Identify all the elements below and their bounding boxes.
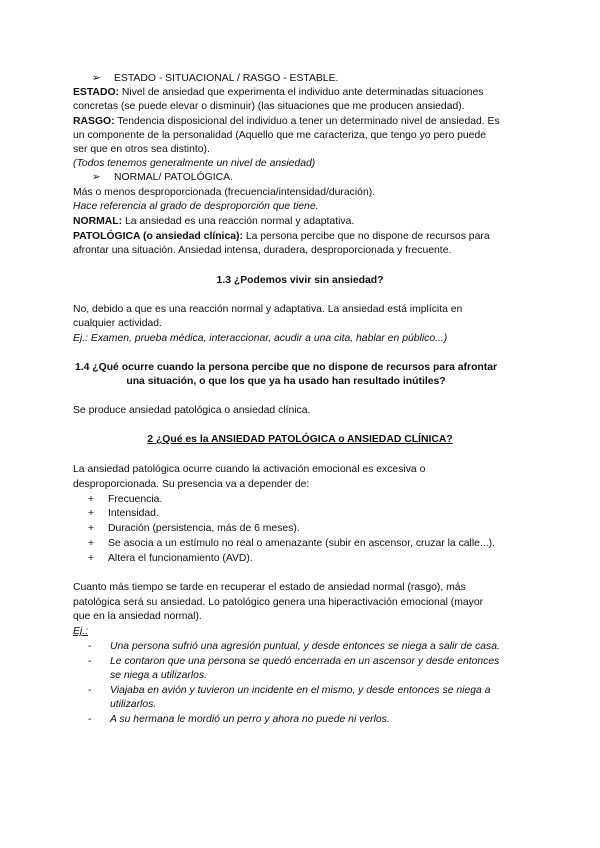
normal-definition xyxy=(73,215,354,228)
patologica-text: La persona percibe que no dispone de recursos para xyxy=(242,231,490,242)
list-item xyxy=(88,552,253,565)
plus-bullet-icon: + xyxy=(88,508,95,519)
arrow-bullet-icon: ➢ xyxy=(92,73,101,84)
arrow-item-normal-patologica xyxy=(92,171,233,184)
rasgo-definition-line1 xyxy=(73,115,500,128)
heading-1-4-line2: una situación, o que los que ya ha usado han resultado inútiles? xyxy=(126,376,446,387)
plus-bullet-icon: + xyxy=(88,553,95,564)
list-item-text: Intensidad. xyxy=(108,508,159,519)
section-2-paragraph2-line2: patológica será su ansiedad. Lo patológico genera una hiperactivación emocional (mayor xyxy=(73,597,484,608)
section-1-3-paragraph-line1: No, debido a que es una reacción normal y adaptativa. La ansiedad está implícita en xyxy=(73,304,463,315)
plus-bullet-icon: + xyxy=(88,523,95,534)
example-item xyxy=(88,713,390,726)
todos-note: (Todos tenemos generalmente un nivel de ansiedad) xyxy=(73,158,316,169)
rasgo-term: RASGO: xyxy=(73,116,115,127)
estado-text: Nivel de ansiedad que experimenta el individuo ante determinadas situaciones xyxy=(119,87,484,98)
list-item xyxy=(88,522,300,535)
arrow-item-label: ESTADO - SITUACIONAL / RASGO - ESTABLE. xyxy=(114,73,339,84)
arrow-item-estado-rasgo xyxy=(92,72,338,85)
estado-definition-line1 xyxy=(73,86,483,99)
list-item-text: Se asocia a un estímulo no real o amenazante (subir en ascensor, cruzar la calle...). xyxy=(108,538,495,549)
example-text: Viajaba en avión y tuvieron un incidente en el mismo, y desde entonces se niega a xyxy=(110,685,491,696)
dash-bullet-icon: - xyxy=(88,685,92,696)
example-text-continuation: utilizarlos. xyxy=(110,699,157,710)
list-item-text: Altera el funcionamiento (AVD). xyxy=(108,553,253,564)
heading-2: 2 ¿Qué es la ANSIEDAD PATOLÓGICA o ANSIEDAD CLÍNICA? xyxy=(147,434,453,445)
mas-menos-line: Más o menos desproporcionada (frecuencia/intensidad/duración). xyxy=(73,187,376,198)
section-1-3-paragraph-line2: cualquier actividad. xyxy=(73,318,162,329)
normal-term: NORMAL: xyxy=(73,216,123,227)
hace-referencia-line: Hace referencia al grado de desproporción que tiene. xyxy=(73,201,319,212)
section-1-3-example: Ej.: Examen, prueba médica, interaccionar, acudir a una cita, hablar en público...) xyxy=(73,333,448,344)
rasgo-text: Tendencia disposicional del individuo a tener un determinado nivel de ansiedad. Es xyxy=(114,116,500,127)
heading-1-4-line1: 1.4 ¿Qué ocurre cuando la persona percibe que no dispone de recursos para afrontar xyxy=(74,362,498,373)
plus-bullet-icon: + xyxy=(88,538,95,549)
section-2-paragraph-line2: desproporcionada. Su presencia va a depender de: xyxy=(73,479,310,490)
rasgo-definition-line2: un componente de la personalidad (Aquello que me caracteriza, que tengo yo pero puede xyxy=(73,130,487,141)
list-item xyxy=(88,493,162,506)
example-text: Le contaron que una persona se quedó encerrada en un ascensor y desde entonces xyxy=(110,656,500,667)
dash-bullet-icon: - xyxy=(88,714,92,725)
example-text-continuation: se niega a utilizarlos. xyxy=(110,670,208,681)
patologica-definition-line1 xyxy=(73,230,490,243)
arrow-item-label: NORMAL/ PATOLÓGICA. xyxy=(114,172,233,183)
arrow-bullet-icon: ➢ xyxy=(92,172,101,183)
normal-text: La ansiedad es una reacción normal y adaptativa. xyxy=(122,216,355,227)
patologica-term: PATOLÓGICA (o ansiedad clínica): xyxy=(73,231,243,242)
rasgo-definition-line3: ser que en otros sea distinto). xyxy=(73,144,210,155)
estado-definition-line2: concretas (se puede elevar o disminuir) (las situaciones que me producen ansiedad). xyxy=(73,101,465,112)
example-text: A su hermana le mordió un perro y ahora no puede ni verlos. xyxy=(110,714,390,725)
plus-bullet-icon: + xyxy=(88,494,95,505)
section-2-paragraph2-line3: que en la ansiedad normal). xyxy=(73,611,202,622)
patologica-definition-line2: afrontar una situación. Ansiedad intensa, duradera, desproporcionada y frecuente. xyxy=(73,245,452,256)
example-item xyxy=(88,684,490,697)
section-2-paragraph-line1: La ansiedad patológica ocurre cuando la activación emocional es excesiva o xyxy=(73,464,426,475)
list-item xyxy=(88,507,159,520)
heading-1-3: 1.3 ¿Podemos vivir sin ansiedad? xyxy=(216,275,384,286)
section-2-paragraph2-line1: Cuanto más tiempo se tarde en recuperar el estado de ansiedad normal (rasgo), más xyxy=(73,582,466,593)
dash-bullet-icon: - xyxy=(88,656,92,667)
list-item-text: Duración (persistencia, más de 6 meses). xyxy=(108,523,300,534)
section-1-4-paragraph: Se produce ansiedad patológica o ansiedad clínica. xyxy=(73,405,311,416)
dash-bullet-icon: - xyxy=(88,641,92,652)
list-item-text: Frecuencia. xyxy=(108,494,163,505)
example-item xyxy=(88,640,500,653)
example-item xyxy=(88,655,499,668)
estado-term: ESTADO: xyxy=(73,87,119,98)
examples-label: Ej.: xyxy=(73,626,89,637)
list-item xyxy=(88,537,495,550)
example-text: Una persona sufrió una agresión puntual, y desde entonces se niega a salir de casa. xyxy=(110,641,500,652)
